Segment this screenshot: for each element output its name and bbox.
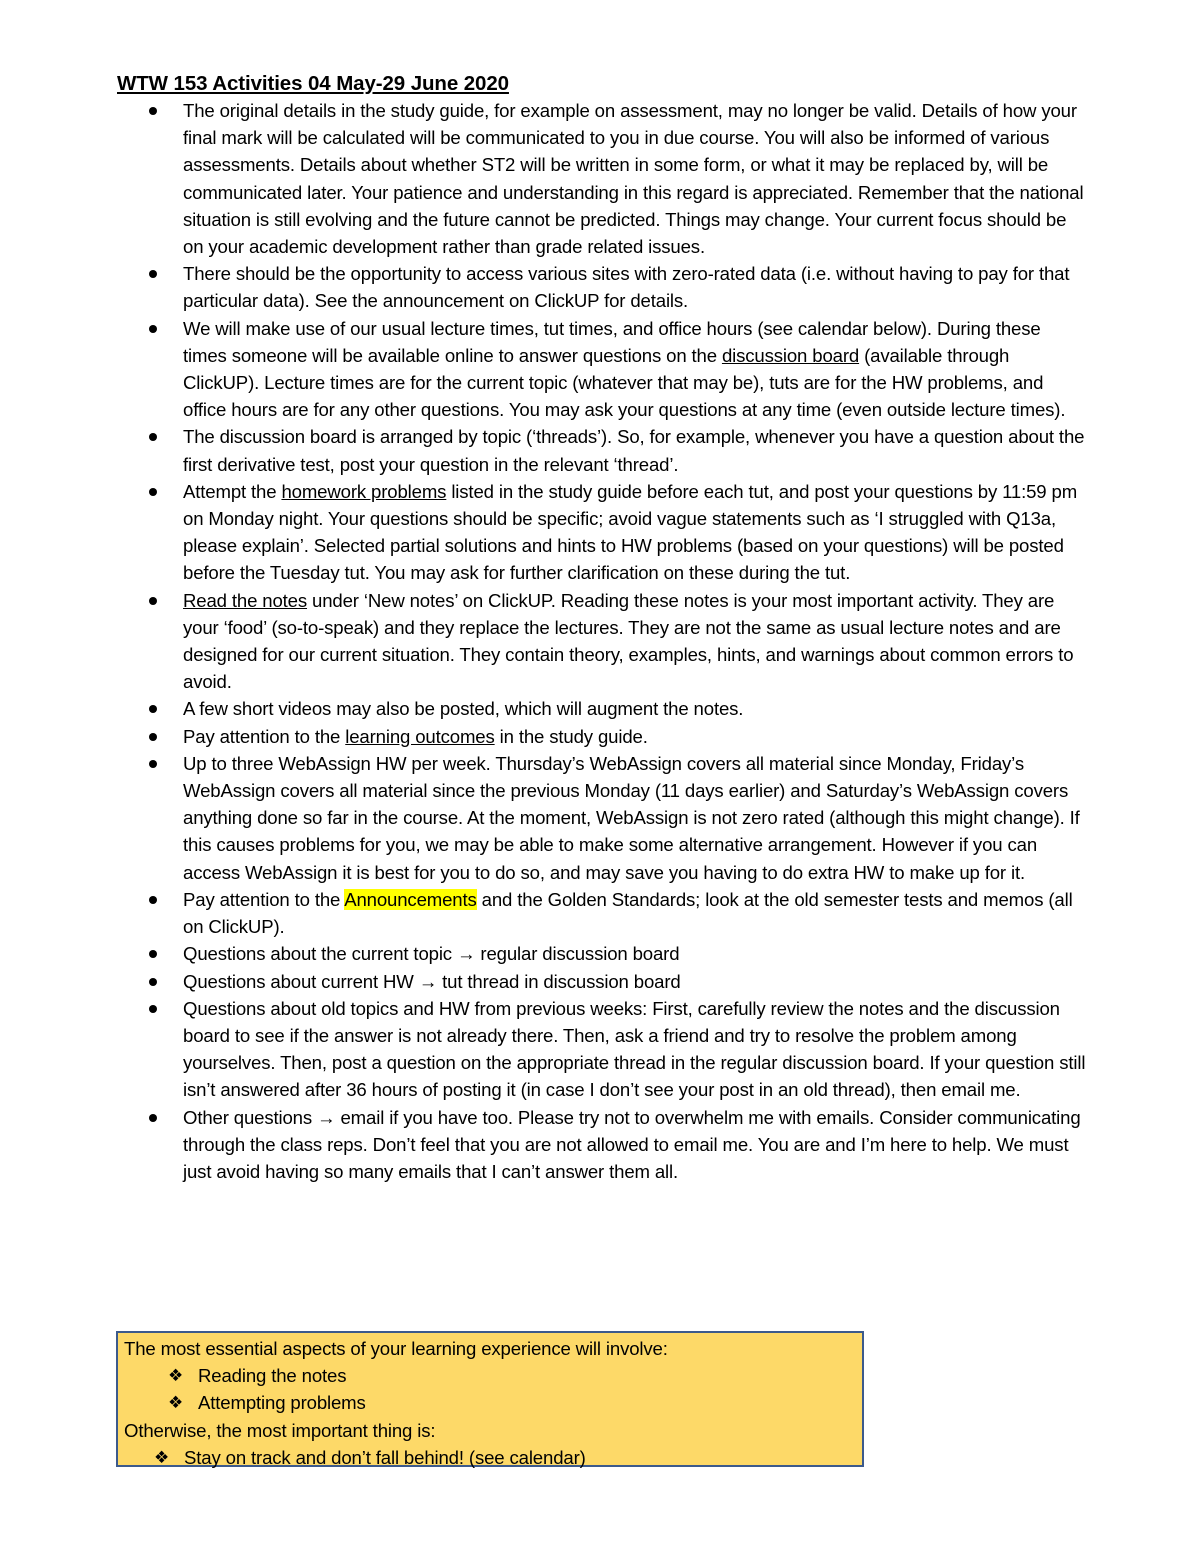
- box-item-text: Attempting problems: [198, 1392, 366, 1414]
- bullet-icon: [149, 597, 157, 605]
- list-item-text: (available through ClickUP). Lecture times are for the current topic (whatever that may be), tuts are for the HW problems, and office hours are for any other questions. You may ask your questions at any time (even outside lecture times).: [183, 344, 1066, 421]
- box-item: [124, 1362, 862, 1389]
- bullet-icon: [149, 760, 157, 768]
- bullet-icon: [149, 488, 157, 496]
- box-heading-secondary: Otherwise, the most important thing is:: [124, 1419, 436, 1441]
- list-item-text: There should be the opportunity to access various sites with zero-rated data (i.e. without having to pay for that particular data). See the announcement on ClickUP for details.: [183, 263, 1070, 312]
- list-item: [117, 97, 1087, 260]
- list-item: [117, 587, 1087, 696]
- list-item: [117, 260, 1087, 314]
- diamond-bullet-icon: ❖: [168, 1366, 184, 1386]
- list-item: [117, 886, 1087, 940]
- homework-problems-link[interactable]: homework problems: [281, 480, 447, 502]
- box-item-text: Stay on track and don’t fall behind! (see calendar): [184, 1446, 586, 1468]
- bullet-icon: [149, 1114, 157, 1122]
- list-item: [117, 995, 1087, 1104]
- list-item-text: The original details in the study guide, for example on assessment, may no longer be valid. Details of how your final mark will be calculated will be communicated to you in due course. You will also be informed of various assessments. Details about whether ST2 will be written in some form, or what it may be replaced by, will be communicated later. Your patience and understanding in this regard is appreciated. Remember that the national situation is still evolving and the future cannot be predicted. Things may change. Your current focus should be on your academic development rather than grade related issues.: [183, 100, 1084, 258]
- bullet-icon: [149, 733, 157, 741]
- announcements-highlight: Announcements: [344, 888, 477, 910]
- list-item-text: and the Golden Standards; look at the old semester tests and memos (all on ClickUP).: [183, 888, 1073, 938]
- list-item-text: Questions about old topics and HW from previous weeks: First, carefully review the notes and the discussion board to see if the answer is not already there. Then, ask a friend and try to resolve the problem among yourselves. Then, post a question on the appropriate thread in the regular discussion board. If your question still isn’t answered after 36 hours of posting it (in case I don’t see your post in an old thread), then email me.: [183, 997, 1086, 1101]
- bullet-icon: [149, 950, 157, 958]
- list-item-text: listed in the study guide before each tut, and post your questions by 11:59 pm on Monday night. Your questions should be specific; avoid vague statements such as ‘I struggled with Q13a, please explain’. Selected partial solutions and hints to HW problems (based on your questions) will be posted before the Tuesday tut. You may ask for further clarification on these during the tut.: [183, 480, 1078, 584]
- list-item: [117, 478, 1087, 587]
- learning-outcomes-link[interactable]: learning outcomes: [345, 725, 495, 747]
- document-title: WTW 153 Activities 04 May-29 June 2020: [117, 72, 509, 95]
- list-item-text: Other questions → email if you have too. Please try not to overwhelm me with emails. Consider communicating through the class reps. Don’t feel that you are not allowed to email me. You are and I’m here to help. We must just avoid having so many emails that I can’t answer them all.: [183, 1106, 1081, 1182]
- list-item-text: Up to three WebAssign HW per week. Thursday’s WebAssign covers all material since Monday, Friday’s WebAssign covers all material since the previous Monday (11 days earlier) and Saturday’s WebAssign covers anything done so far in the course. At the moment, WebAssign is not zero rated (although this might change). If this causes problems for you, we may be able to make some alternative arrangement. However if you can access WebAssign it is best for you to do so, and may save you having to do extra HW to make up for it.: [183, 752, 1080, 883]
- document-page: [117, 70, 1087, 1185]
- discussion-board-link[interactable]: discussion board: [721, 344, 860, 366]
- bullet-icon: [149, 705, 157, 713]
- bullet-icon: [149, 1005, 157, 1013]
- list-item: [117, 315, 1087, 424]
- list-item-text: We will make use of our usual lecture times, tut times, and office hours (see calendar below). During these times someone will be available online to answer questions on the: [183, 317, 1041, 366]
- list-item-text: Pay attention to the: [183, 725, 346, 747]
- list-item: [117, 423, 1087, 477]
- list-item-text: Questions about the current topic → regular discussion board: [183, 943, 680, 965]
- list-item-text: Questions about current HW → tut thread in discussion board: [183, 970, 681, 992]
- diamond-bullet-icon: ❖: [154, 1447, 170, 1467]
- box-heading: The most essential aspects of your learning experience will involve:: [124, 1338, 668, 1359]
- list-item: [117, 695, 1087, 722]
- list-item: [117, 968, 1087, 995]
- list-item-text: Pay attention to the: [183, 888, 345, 910]
- bullet-icon: [149, 325, 157, 333]
- read-the-notes-link[interactable]: Read the notes: [183, 589, 308, 611]
- bullet-icon: [149, 270, 157, 278]
- list-item: [117, 940, 1087, 967]
- list-item: [117, 750, 1087, 886]
- bullet-icon: [149, 433, 157, 441]
- box-item: [124, 1389, 862, 1416]
- list-item: [117, 723, 1087, 750]
- box-item-text: Reading the notes: [198, 1365, 347, 1387]
- box-item: [124, 1444, 862, 1471]
- list-item: [117, 1104, 1087, 1186]
- bullet-icon: [149, 107, 157, 115]
- list-item-text: A few short videos may also be posted, which will augment the notes.: [183, 698, 744, 720]
- bullet-icon: [149, 896, 157, 904]
- list-item-text: under ‘New notes’ on ClickUP. Reading these notes is your most important activity. They are your ‘food’ (so-to-speak) and they replace the lectures. They are not the same as usual lecture notes and are designed for our current situation. They contain theory, examples, hints, and warnings about common errors to avoid.: [183, 589, 1074, 693]
- list-item-text: in the study guide.: [494, 725, 648, 747]
- essential-aspects-box: [116, 1331, 864, 1467]
- bullet-icon: [149, 978, 157, 986]
- list-item-text: The discussion board is arranged by topic (‘threads’). So, for example, whenever you have a question about the first derivative test, post your question in the relevant ‘thread’.: [183, 426, 1085, 475]
- diamond-bullet-icon: ❖: [168, 1393, 184, 1413]
- list-item-text: Attempt the: [183, 480, 282, 502]
- activities-list: [117, 97, 1087, 1185]
